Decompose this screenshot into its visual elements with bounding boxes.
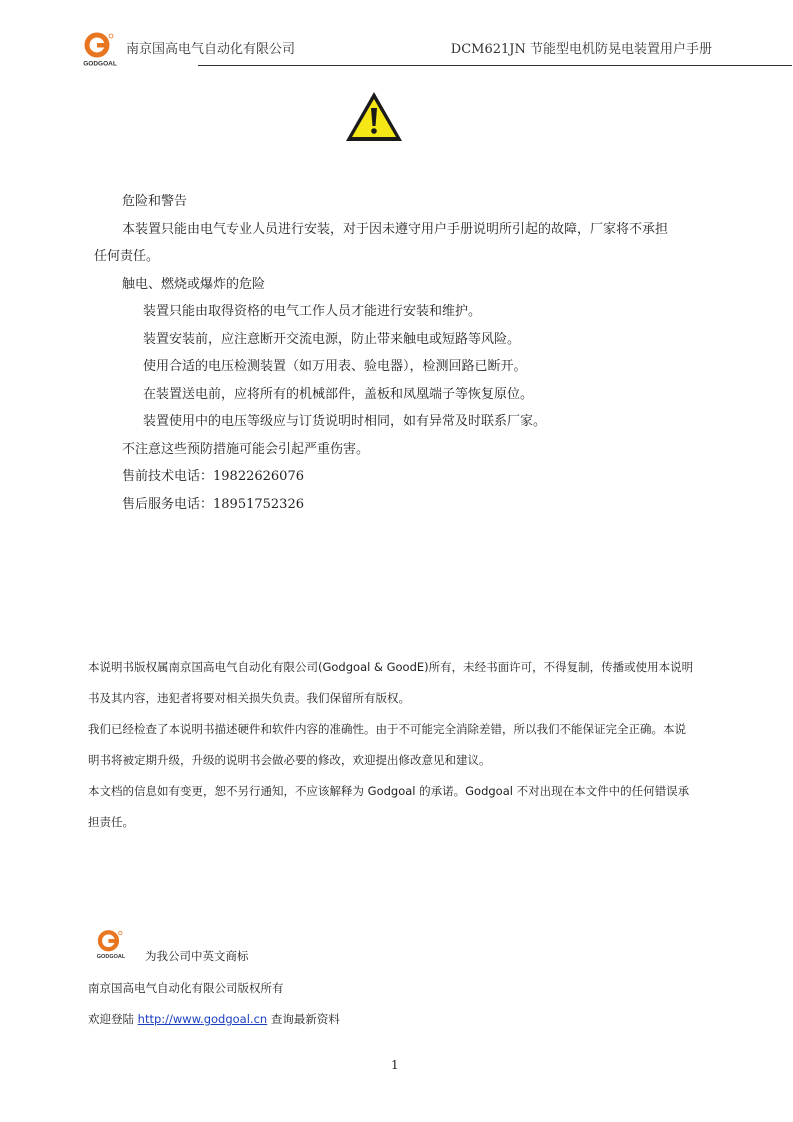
warning-closing: 不注意这些预防措施可能会引起严重伤害。 — [122, 441, 370, 457]
godgoal-trademark-logo — [94, 928, 128, 962]
website-link[interactable]: http://www.godgoal.cn — [137, 1012, 268, 1026]
copyright-notice — [88, 652, 714, 838]
warning-intro-continued: 任何责任。 — [94, 249, 160, 264]
copyright-line: 本说明书版权属南京国高电气自动化有限公司(Godgoal & GoodE)所有，未经书面许可，不得复制，传播或使用本说明 — [88, 660, 694, 674]
godgoal-logo — [80, 32, 120, 68]
copyright-line: 明书将被定期升级，升级的说明书会做必要的修改，欢迎提出修改意见和建议。 — [88, 753, 491, 767]
svg-text:GODGOAL: GODGOAL — [96, 954, 126, 961]
header-divider — [198, 65, 792, 66]
copyright-line: 担责任。 — [88, 815, 134, 829]
page-header — [80, 32, 712, 68]
website-line — [88, 1011, 340, 1027]
manual-title: DCM621JN 节能型电机防晃电装置用户手册 — [450, 42, 712, 57]
visit-prefix: 欢迎登陆 — [88, 1012, 138, 1026]
warning-intro: 本装置只能由电气专业人员进行安装，对于因未遵守用户手册说明所引起的故障，厂家将不承担 — [122, 221, 669, 237]
safety-warning-section — [94, 188, 714, 518]
trademark-caption: 为我公司中英文商标 — [145, 949, 249, 963]
page-number: 1 — [391, 1058, 399, 1072]
hazard-item: 装置使用中的电压等级应与订货说明时相同，如有异常及时联系厂家。 — [143, 414, 547, 429]
copyright-owner: 南京国高电气自动化有限公司版权所有 — [88, 981, 284, 995]
hazard-item: 装置只能由取得资格的电气工作人员才能进行安装和维护。 — [143, 304, 482, 319]
visit-suffix: 查询最新资料 — [267, 1012, 340, 1026]
aftersale-phone: 售后服务电话：18951752326 — [122, 496, 304, 512]
presale-phone: 售前技术电话：19822626076 — [122, 469, 304, 484]
warning-triangle-icon — [344, 90, 404, 144]
copyright-line: 书及其内容，违犯者将要对相关损失负责。我们保留所有版权。 — [88, 691, 410, 705]
hazard-item: 在装置送电前，应将所有的机械部件，盖板和凤凰端子等恢复原位。 — [143, 386, 534, 402]
hazard-heading: 触电、燃烧或爆炸的危险 — [122, 276, 266, 292]
svg-text:GODGOAL: GODGOAL — [83, 60, 117, 68]
hazard-item: 装置安装前，应注意断开交流电源，防止带来触电或短路等风险。 — [143, 331, 521, 347]
copyright-line: 本文档的信息如有变更，恕不另行通知，不应该解释为 Godgoal 的承诺。Godgoal 不对出现在本文件中的任何错误承 — [88, 784, 690, 798]
hazard-item: 使用合适的电压检测装置（如万用表、验电器），检测回路已断开。 — [143, 359, 527, 374]
copyright-line: 我们已经检查了本说明书描述硬件和软件内容的准确性。由于不可能完全消除差错，所以我们不能保证完全正确。本说 — [88, 722, 686, 736]
company-name: 南京国高电气自动化有限公司 — [126, 42, 296, 57]
warning-heading: 危险和警告 — [122, 194, 188, 209]
